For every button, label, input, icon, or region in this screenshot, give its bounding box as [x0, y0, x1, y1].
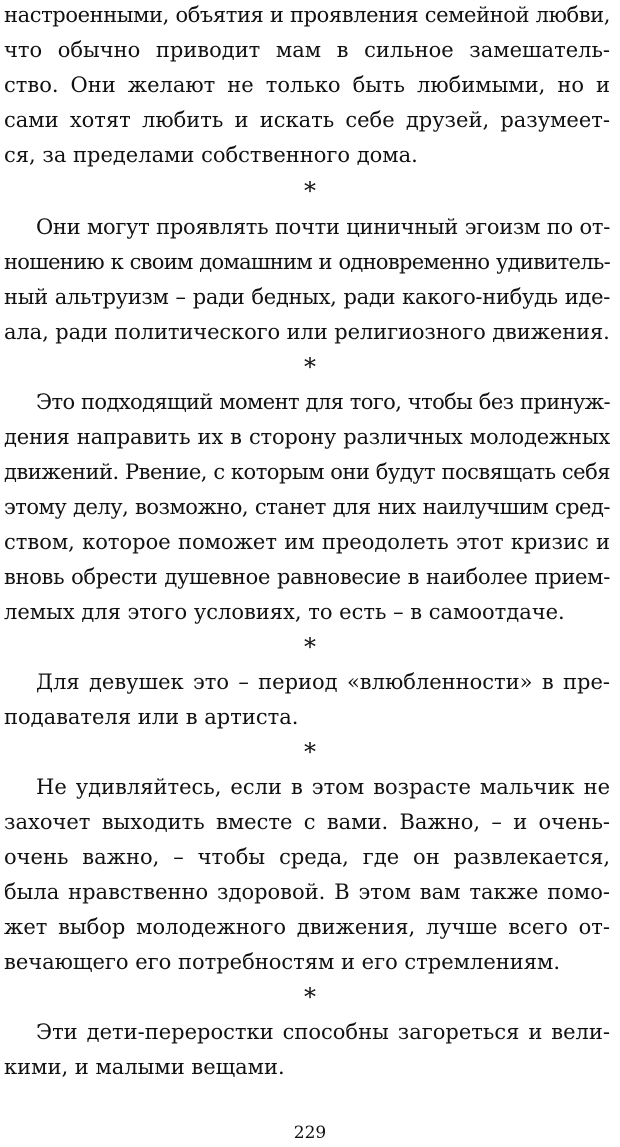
text-line: дения направить их в сторону различных молодежных [4, 425, 610, 449]
text-line: настроенными, объятия и проявления семейной любви, [4, 3, 610, 27]
text-line: вечающего его потребностям и его стремлениям. [4, 950, 561, 974]
section-separator: * [304, 738, 316, 766]
text-line: Это подходящий момент для того, чтобы без принуж- [36, 390, 610, 414]
text-line: Не удивляйтесь, если в этом возрасте мальчик не [36, 775, 610, 799]
text-line: лемых для этого условиях, то есть – в самоотдаче. [4, 600, 565, 624]
section-separator: * [304, 983, 316, 1011]
text-line: Они могут проявлять почти циничный эгоизм по от- [36, 215, 610, 239]
section-separator: * [304, 633, 316, 661]
text-line: этому делу, возможно, станет для них наилучшим сред- [4, 495, 610, 519]
text-line: кими, и малыми вещами. [4, 1055, 285, 1079]
text-line: вновь обрести душевное равновесие в наиболее прием- [4, 565, 610, 589]
text-line: Для девушек это – период «влюбленности» в пре- [36, 670, 610, 694]
text-line: ный альтруизм – ради бедных, ради какого-нибудь иде- [4, 285, 610, 309]
text-line: Эти дети-переростки способны загореться и вели- [36, 1020, 610, 1044]
page-number: 229 [293, 1123, 327, 1143]
text-line: ство. Они желают не только быть любимыми, но и [4, 73, 610, 97]
text-line: ся, за пределами собственного дома. [4, 143, 418, 167]
text-line: что обычно приводит мам в сильное замешатель- [4, 38, 610, 62]
text-line: ношению к своим домашним и одновременно удивитель- [4, 250, 610, 274]
text-line: очень важно, – чтобы среда, где он развлекается, [4, 845, 610, 869]
section-separator: * [304, 353, 316, 381]
text-line: захочет выходить вместе с вами. Важно, – и очень- [4, 810, 610, 834]
section-separator: * [304, 177, 316, 205]
text-line: подавателя или в артиста. [4, 705, 299, 729]
text-line: жет выбор молодежного движения, лучше всего от- [4, 915, 610, 939]
text-line: была нравственно здоровой. В этом вам также помо- [4, 880, 610, 904]
text-line: ством, которое поможет им преодолеть этот кризис и [4, 530, 610, 554]
text-line: ала, ради политического или религиозного движения. [4, 320, 610, 344]
text-line: движений. Рвение, с которым они будут посвящать себя [4, 460, 610, 484]
text-line: сами хотят любить и искать себе друзей, разумеет- [4, 108, 610, 132]
